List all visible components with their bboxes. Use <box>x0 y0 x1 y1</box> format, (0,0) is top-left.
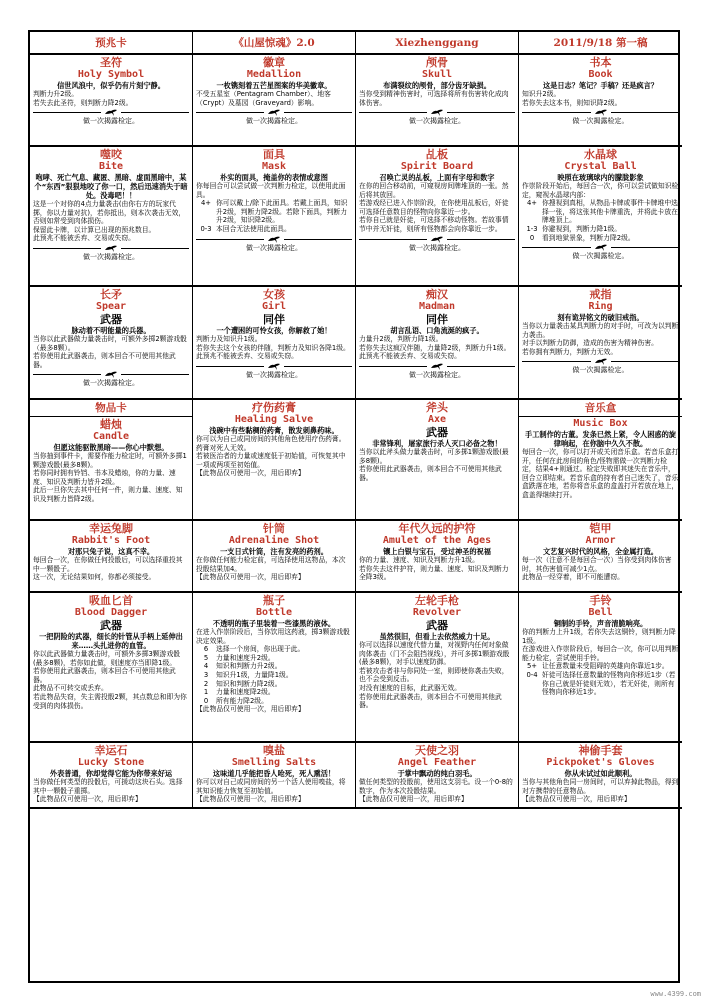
card-kind: 武器 <box>100 313 122 326</box>
raven-icon <box>430 108 444 117</box>
card-title-cn: 幸运兔脚 <box>89 522 133 535</box>
card-title-en: Girl <box>261 301 287 312</box>
card-title-cn: 痴汉 <box>426 288 448 301</box>
card-text: 不受五星室（Pentagram Chamber）、地客（Crypt）及墓园（Graveyard）影响。 <box>196 90 331 107</box>
card-kind: 武器 <box>426 426 448 439</box>
card-text: 若你自己就是奸徒，可选择不移动怪物。若故事情节中并无奸徒，则所有怪物都会向你靠近一步。 <box>359 216 509 233</box>
card <box>356 55 519 147</box>
card-flavor: 手工制作的古董。发条已然上紧，令人困惑的旋律响起，在你脑中久久不散。 <box>525 430 676 448</box>
card-title-en: Music Box <box>573 418 628 429</box>
card-text: 当你与其他角色同一房间时，可以弃掉此物品，得到对方携带的任意物品。 <box>522 778 679 795</box>
raven-icon <box>594 108 608 117</box>
card <box>193 743 356 809</box>
card-text: 作崇阶段开始后，每回合一次，你可以尝试做知识检定，窥视水晶球内部： <box>522 182 679 199</box>
card-text: 当你抽到事件卡，需要作能力检定时，可额外多掷1颗游戏骰(最多8颗)。 <box>33 452 187 469</box>
card-roll-row <box>196 225 352 234</box>
card-kind: 同伴 <box>263 313 285 326</box>
card-title-cn: 面具 <box>263 148 285 161</box>
card-title-en: Rabbit's Foot <box>71 535 151 546</box>
card-flavor: 对那只兔子说，这真不幸。 <box>67 547 155 556</box>
card <box>193 593 356 743</box>
card-text: 若你使用此武器袭击，则本回合不可使用其他武器。 <box>359 465 502 482</box>
card-title-cn: 天使之羽 <box>415 744 459 757</box>
card-footer: 做一次揭露检定。 <box>246 243 302 252</box>
card-title-en: Adrenaline Shot <box>228 535 320 546</box>
card-text: 判断力升2级。 <box>33 90 79 98</box>
card-footer: 做一次揭露检定。 <box>246 370 302 379</box>
card-flavor: 镶上白银与宝石，受过神圣的祝福 <box>383 547 491 556</box>
card-title-en: Bell <box>588 607 613 618</box>
header-cell: 预兆卡 <box>30 32 193 53</box>
card-title-en: Pickpoket's Gloves <box>546 757 655 768</box>
card-text: 【此物品仅可使用一次，用后即弃】 <box>196 705 305 714</box>
card-title-cn: 神偷手套 <box>578 744 623 757</box>
roll-effect: 让任意数量未受阻碍的英雄向你靠近1步。 <box>542 662 669 671</box>
card-roll-row <box>196 680 352 689</box>
card-text: 此后一旦你失去其中任何一件，则力量、速度、知识及判断力皆降2级。 <box>33 486 183 503</box>
card-divider <box>522 108 679 117</box>
roll-value: 0-4 <box>526 670 538 679</box>
card-text: 每回合一次，你可以打开或关闭音乐盒。若音乐盒打开，任何在此房间的角色/怪物需做一次判断力检定，结果4+则通过。检定失败即其迷失在音乐中，回合立即结束。若音乐盒的持有者自己迷失了，音乐盒跌落在地，若你将音乐盒的盒盖打开若放在地上，盒盖得继续打开。 <box>522 448 679 499</box>
card-title-cn: 幸运石 <box>94 744 128 757</box>
card-divider <box>33 108 189 117</box>
card <box>356 743 519 809</box>
card-footer: 做一次揭露检定。 <box>83 117 139 126</box>
card-text: 你可以对自己或同房间的另一个活人使用嗅盐，将其知识能力恢复至初始值。 <box>196 778 346 795</box>
card-text: 此物品不可转交或丢弃。 <box>33 684 108 693</box>
card-text: 知识升2级。 <box>522 90 561 98</box>
card-grid <box>30 55 678 809</box>
card-flavor: 这是日志？笔记？手稿？还是疯言？ <box>542 81 658 90</box>
card-flavor: 一枚镌刻着五芒星图案的华美徽章。 <box>216 81 332 90</box>
roll-effect: 你可以戴上/除下此面具。若戴上面具，知识升2级，判断力降2级。若除下面具，判断力升2级，知识降2级。 <box>216 199 348 225</box>
card-title-cn: 年代久远的护符 <box>398 522 476 535</box>
header-cell: 2011/9/18 第一稿 <box>553 37 648 49</box>
roll-value: 4+ <box>200 199 212 208</box>
sheet-header <box>30 32 678 55</box>
card-text: 你以此武器做力量袭击时，可额外多掷3颗游戏骰(最多8颗)，若你如此做，则速度亦当即降1级。 <box>33 650 181 667</box>
card-flavor: 一个遭困的可怜女孩，你解救了她！ <box>216 326 332 335</box>
card-title-cn: 长矛 <box>100 288 122 301</box>
card-flavor: 一把阴险的武器，细长的针管从手柄上延伸出来……头扎进你的血管。 <box>39 632 183 650</box>
card-divider <box>196 235 352 244</box>
card-text: 若你使用此武器袭击，则本回合不可使用其他武器。 <box>359 692 502 710</box>
card-text: 若游戏经已进入作崇阶段，在你使用乩板后，奸徒可选择任意数目的怪物向你靠近一步。 <box>359 199 509 216</box>
card-flavor: 浅碗中有些黏稠的药膏，散发刺鼻药味。 <box>209 426 339 435</box>
roll-value: 5 <box>203 653 209 662</box>
roll-effect: 选择一个房间，你出现于此。 <box>216 645 305 654</box>
card-text: 若你使用此武器袭击，则本回合不可使用其他武器。 <box>33 667 176 684</box>
card-footer: 做一次揭露检定。 <box>409 117 465 126</box>
card-text: 你的判断力上升1级，若你失去这铜铃，则判断力降1级。 <box>522 628 676 645</box>
card-title-en: Spirit Board <box>400 161 474 172</box>
card-title-cn: 斧头 <box>426 401 448 414</box>
card-flavor: 虽然很旧，但看上去依然威力十足。 <box>379 632 495 641</box>
card-title-cn: 噬咬 <box>100 148 122 161</box>
card-title-cn: 水晶球 <box>584 148 617 161</box>
card-title-cn: 吸血匕首 <box>89 594 133 607</box>
roll-value: 4+ <box>526 199 538 208</box>
card-title-en: Ring <box>588 301 613 312</box>
card-roll-row <box>522 662 679 671</box>
card-text: 若你失去这本书，则知识降2级。 <box>522 98 622 107</box>
card-flavor: 非常锋利，屠家旅行杀人灭口必备之物！ <box>372 439 502 448</box>
card-flavor: 召唤亡灵的乩板，上面有字母和数字 <box>379 173 495 182</box>
card-roll-row <box>196 688 352 697</box>
card-text: 【此物品仅可使用一次，用后即弃】 <box>196 795 305 804</box>
card <box>30 521 193 593</box>
card <box>356 147 519 287</box>
card-title-cn: 圣符 <box>100 56 122 69</box>
card <box>30 147 193 287</box>
card <box>193 287 356 400</box>
card-footer: 做一次揭露检定。 <box>572 117 629 126</box>
card-text: 判断力及知识升1级。 <box>196 335 262 343</box>
card-text: 每一次（注意不是每回合一次）当你受到肉体伤害时，其伤害值可减少1点。 <box>522 556 672 573</box>
card-title-en: Spear <box>95 301 127 312</box>
card <box>356 593 519 743</box>
card-text: 【此物品仅可使用一次，用后即弃】 <box>359 795 468 804</box>
card-title-en: Book <box>588 69 613 80</box>
card <box>30 743 193 809</box>
card-footer: 做一次揭露检定。 <box>572 252 629 261</box>
card-text: 这是一个对你的4点力量袭击(由你右方的玩家代掷，你以力量对抗)，若你抵出，则本次袭击无效，否则如常受到肉体损伤。 <box>33 200 186 226</box>
card-text: 在你做任何能力检定前，可选择使用这物品，本次投骰结果加4。 <box>196 556 346 573</box>
card-text: 此物品一经穿着，即不可能遭窃。 <box>522 573 624 582</box>
card <box>519 287 682 400</box>
roll-effect: 本回合无法使用此面具。 <box>216 224 291 233</box>
card <box>519 55 682 147</box>
card-title-en: Armor <box>585 535 616 546</box>
card-title-cn: 颅骨 <box>426 56 448 69</box>
card-text: 当你受到精神伤害时，可选择将所有伤害转化成肉体伤害。 <box>359 90 509 107</box>
card-text: 你可以选择以速度代替力量，对视野内任何对象做肉体袭击（门不会阻挡视线），并可多掷1颗游戏骰(最多8颗)，对手以速度防御。 <box>359 641 510 667</box>
header-cell: Xiezhenggang <box>356 32 519 53</box>
card <box>193 147 356 287</box>
card-text: 你每回合可以尝试做一次判断力检定，以使用此面具。 <box>196 182 346 199</box>
card-text: 对手以判断力防御，造成的伤害为精神伤害。 <box>522 339 658 348</box>
card-divider <box>359 235 515 244</box>
card-text: 每回合一次，在你做任何投骰后，可以选择重投其中一颗骰子。 <box>33 556 183 573</box>
roll-effect: 奸徒可选择任意数量的怪物向你移近1步（若你自己就是奸徒则无效），若无奸徒，则所有怪物向你移近1步。 <box>542 670 676 697</box>
card-roll-row <box>522 671 679 697</box>
card-title-cn: 蜡烛 <box>100 418 122 431</box>
raven-icon <box>267 235 281 244</box>
card-text: 若你失去这件护符，则力量、速度、知识及判断力全降3级。 <box>359 564 509 582</box>
roll-effect: 看到地狱景象，判断力降2级。 <box>542 233 635 242</box>
card-title-en: Medallion <box>246 69 302 80</box>
card <box>193 521 356 593</box>
card-title-cn: 左轮手枪 <box>415 594 459 607</box>
card-text: 若你同时拥有铃铛、书本及蜡烛，你的力量、速度、知识及判断力皆升2级。 <box>33 469 176 486</box>
card-text: 当你以此武器做力量袭击时，可额外多掷2颗游戏骰（最多8颗）。 <box>33 335 187 352</box>
card-kind: 同伴 <box>426 313 448 326</box>
card-text: 当你以此斧头做力量袭击时，可多掷1颗游戏骰(最多8颗)。 <box>359 448 509 465</box>
card <box>356 287 519 400</box>
card <box>193 55 356 147</box>
card <box>356 521 519 593</box>
card-title-en: Lucky Stone <box>77 757 145 768</box>
card-flavor: 咆哮、死亡气息、藏匿、黑暗、虚面黑暗中，某个“东西”狠狠地咬了你一口，然后迅速消失于暗处。没毒吧！！ <box>34 173 188 200</box>
card-sheet <box>28 30 680 983</box>
roll-value: 4 <box>203 662 209 671</box>
card-roll-row <box>522 199 679 225</box>
card-title-cn: 嗅盐 <box>263 744 285 757</box>
section-title: 音乐盒 <box>519 401 682 417</box>
card-flavor: 朴实的面具，掩盖你的表情或意图 <box>220 173 328 182</box>
roll-value: 3 <box>203 670 209 679</box>
card-title-en: Candle <box>92 431 130 442</box>
card-text: 保留此卡牌，以计算已出现的预兆数目。 <box>33 225 156 234</box>
card-title-en: Mask <box>261 161 287 172</box>
card-title-en: Amulet of the Ages <box>382 535 492 546</box>
roll-effect: 知识和判断力降2级。 <box>216 679 282 688</box>
card-roll-row <box>196 671 352 680</box>
card-text: 若你拥有判断力，判断力无效。 <box>522 347 618 356</box>
roll-effect: 知识升1级，力量降1级。 <box>216 670 293 679</box>
card <box>519 593 682 743</box>
card-text: 若被医治者的力量或速度低于初始值，可恢复其中一项或两项至初始值。 <box>196 452 346 469</box>
card-text: 在进入作崇阶段后，当你饮用这药液，掷3颗游戏骰决定效果。 <box>196 628 350 645</box>
card-divider <box>359 108 515 117</box>
card <box>30 287 193 400</box>
card-text: 【此物品仅可使用一次，用后即弃】 <box>522 795 631 804</box>
card-roll-row <box>522 225 679 234</box>
roll-effect: 你避视到，判断力降1级。 <box>542 224 622 233</box>
roll-value: 2 <box>203 679 209 688</box>
card-text: 药膏对死人无效。 <box>196 443 251 452</box>
roll-effect: 知识和判断力升2级。 <box>216 662 282 671</box>
roll-value: 0-3 <box>200 224 212 233</box>
roll-effect: 力量和速度升2级。 <box>216 653 275 662</box>
card-flavor: 铜制的手铃，声音清脆响亮。 <box>553 619 648 628</box>
card-text: 这一次，无论结果如何，你都必须接受。 <box>33 573 156 582</box>
card-text: 对没有速度的目标，此武器无效。 <box>359 683 461 692</box>
card-text: 若失去此圣符，则判断力降2级。 <box>33 98 133 107</box>
card-text: 若你失去这个女孩的伴随，判断力及知识各降1级。 <box>196 343 350 352</box>
card-title-en: Madman <box>418 301 456 312</box>
card-text: 在游戏进入作崇阶段后，每回合一次，你可以用判断能力检定，尝试使用手铃。 <box>522 645 679 662</box>
raven-icon <box>430 235 444 244</box>
card-title-cn: 徽章 <box>263 56 285 69</box>
header-cell: 《山屋惊魂》2.0 <box>193 32 356 53</box>
card <box>30 593 193 743</box>
card <box>356 400 519 521</box>
raven-icon <box>430 362 444 371</box>
card-divider <box>359 362 515 371</box>
card <box>519 521 682 593</box>
card-footer: 做一次揭露检定。 <box>572 366 629 375</box>
card-divider <box>196 108 352 117</box>
card <box>30 55 193 147</box>
card-title-en: Bottle <box>255 607 293 618</box>
raven-icon <box>267 108 281 117</box>
raven-icon <box>594 243 608 252</box>
card-text: 你的力量、速度、知识及判断力升1级。 <box>359 556 479 564</box>
card-roll-row <box>196 645 352 654</box>
card-flavor: 刻有诡异铭文的破旧戒指。 <box>557 313 644 322</box>
raven-icon <box>267 362 281 371</box>
card-divider <box>522 243 679 252</box>
roll-effect: 力量和速度降2级。 <box>216 688 275 697</box>
roll-value: 1-3 <box>526 224 538 233</box>
card-title-en: Skull <box>421 69 453 80</box>
card-footer: 做一次揭露检定。 <box>409 243 465 252</box>
card <box>30 400 193 521</box>
card-text: 【此物品仅可使用一次，用后即弃】 <box>196 469 305 478</box>
card <box>519 147 682 287</box>
card-text: 当你做任何类型的投骰后，可援动这块石头。选择其中一颗骰子重掷。 <box>33 778 183 795</box>
card-flavor: 文艺复兴时代的风格，全金属打造。 <box>542 547 658 556</box>
card-text: 此预兆不能被丢弃、交易或失窃。 <box>196 352 298 361</box>
card-title-cn: 铠甲 <box>589 522 612 535</box>
card-flavor: 外表普通，你却觉得它能为你带来好运 <box>49 769 173 778</box>
card-text: 【此物品仅可使用一次，用后即弃】 <box>196 573 305 582</box>
card-title-en: Healing Salve <box>234 414 314 425</box>
roll-effect: 所有能力降2级。 <box>216 696 268 705</box>
card-text: 若你失去这疯汉伴随，力量降2级，判断力升1级。 <box>359 343 511 352</box>
roll-value: 1 <box>203 688 209 697</box>
card-title-cn: 疗伤药膏 <box>252 401 296 414</box>
card-kind: 武器 <box>100 619 122 632</box>
card-divider <box>33 244 189 253</box>
card-title-en: Angel Feather <box>397 757 477 768</box>
card-footer: 做一次揭露检定。 <box>83 379 139 388</box>
card-title-en: Axe <box>427 414 447 425</box>
card-footer: 做一次揭露检定。 <box>83 252 139 261</box>
card-title-cn: 瓶子 <box>263 594 285 607</box>
roll-value: 5+ <box>526 662 538 671</box>
card-flavor: 你从未试过如此顺利。 <box>564 769 637 778</box>
card-title-en: Revolver <box>412 607 462 618</box>
raven-icon <box>104 108 118 117</box>
card-roll-row <box>196 199 352 225</box>
roll-effect: 你搜视到真相，从物品卡牌或事件卡牌堆中选择一张，将这张其他卡牌重洗，并将此卡放在牌堆顶上。 <box>542 199 678 225</box>
card-flavor: 布满裂纹的颅骨，部分齿牙缺损。 <box>383 81 491 90</box>
card-flavor: 一支日式针筒，注有发亮的药剂。 <box>220 547 328 556</box>
card-text: 若被攻击者非与你同处一室，则即使你袭击失败，也不会受到反击。 <box>359 666 509 684</box>
card-footer: 做一次揭露检定。 <box>246 117 302 126</box>
card-title-cn: 乩板 <box>426 148 448 161</box>
card-text: 此预兆不能被丢弃、交易或失窃。 <box>359 352 461 361</box>
card <box>519 400 682 521</box>
roll-value: 0 <box>529 233 535 242</box>
card-title-cn: 戒指 <box>589 288 612 301</box>
card-flavor: 胡言乱语、口角流涎的疯子。 <box>390 326 484 335</box>
card-kind: 武器 <box>426 619 448 632</box>
card-title-en: Smelling Salts <box>231 757 317 768</box>
card-title-en: Bite <box>98 161 124 172</box>
card-title-cn: 手铃 <box>589 594 612 607</box>
roll-value: 0 <box>203 696 209 705</box>
card-flavor: 于掌中飘动的纯白羽毛。 <box>397 769 477 778</box>
card-text: 在你的回合移动前，可窥视房间牌堆顶的一张。然后将其放回。 <box>359 182 509 199</box>
card-roll-row <box>522 234 679 243</box>
card-text: 力量升2级，判断力降1级。 <box>359 335 443 343</box>
card-flavor: 但愿这能驱散黑暗——你心中默想。 <box>53 443 169 452</box>
watermark: www.4399.com <box>650 990 701 998</box>
roll-value: 6 <box>203 645 209 654</box>
card-flavor: 这味道几乎能把昏人呛死，死人熏活！ <box>212 769 336 778</box>
card <box>193 400 356 521</box>
raven-icon <box>104 244 118 253</box>
card-text: 做任何类型的投骰前，使用这支羽毛。设一个0-8的数字，作为本次投骰结果。 <box>359 778 513 795</box>
card-text: 你可以为自己或同房间的其他角色使用疗伤药膏。 <box>196 435 346 443</box>
card-title-en: Blood Dagger <box>74 607 148 618</box>
card-flavor: 信世风浪中，似乎仍有片刻宁静。 <box>57 81 165 90</box>
card-title-cn: 针筒 <box>263 522 285 535</box>
card-text: 若你使用此武器袭击，则本回合不可使用其他武器。 <box>33 352 176 369</box>
card-text: 当你以力量袭击某具判断力的对手时，可改为以判断力袭击。 <box>522 322 679 339</box>
card-text: 此预兆不能被丢弃、交易或失窃。 <box>33 234 135 243</box>
section-title: 物品卡 <box>30 401 192 417</box>
card-title-en: Crystal Ball <box>564 161 637 172</box>
card-title-cn: 书本 <box>589 56 612 69</box>
card <box>519 743 682 809</box>
card-text: 【此物品仅可使用一次，用后即弃】 <box>33 795 142 804</box>
card-title-en: Holy Symbol <box>77 69 145 80</box>
card-flavor: 映照在玻璃球内的朦胧影象 <box>557 173 644 182</box>
card-footer: 做一次揭露检定。 <box>409 370 465 379</box>
card-text: 若此物品失窃，失主需投骰2颗，其点数总和即为你受到的肉体损伤。 <box>33 692 187 710</box>
card-divider <box>196 362 352 371</box>
card-roll-row <box>196 662 352 671</box>
card-title-cn: 女孩 <box>263 288 285 301</box>
card-flavor: 不透明的瓶子里装着一些漆黑的液体。 <box>212 619 336 628</box>
card-flavor: 脉动着不明能量的兵器。 <box>71 326 151 335</box>
